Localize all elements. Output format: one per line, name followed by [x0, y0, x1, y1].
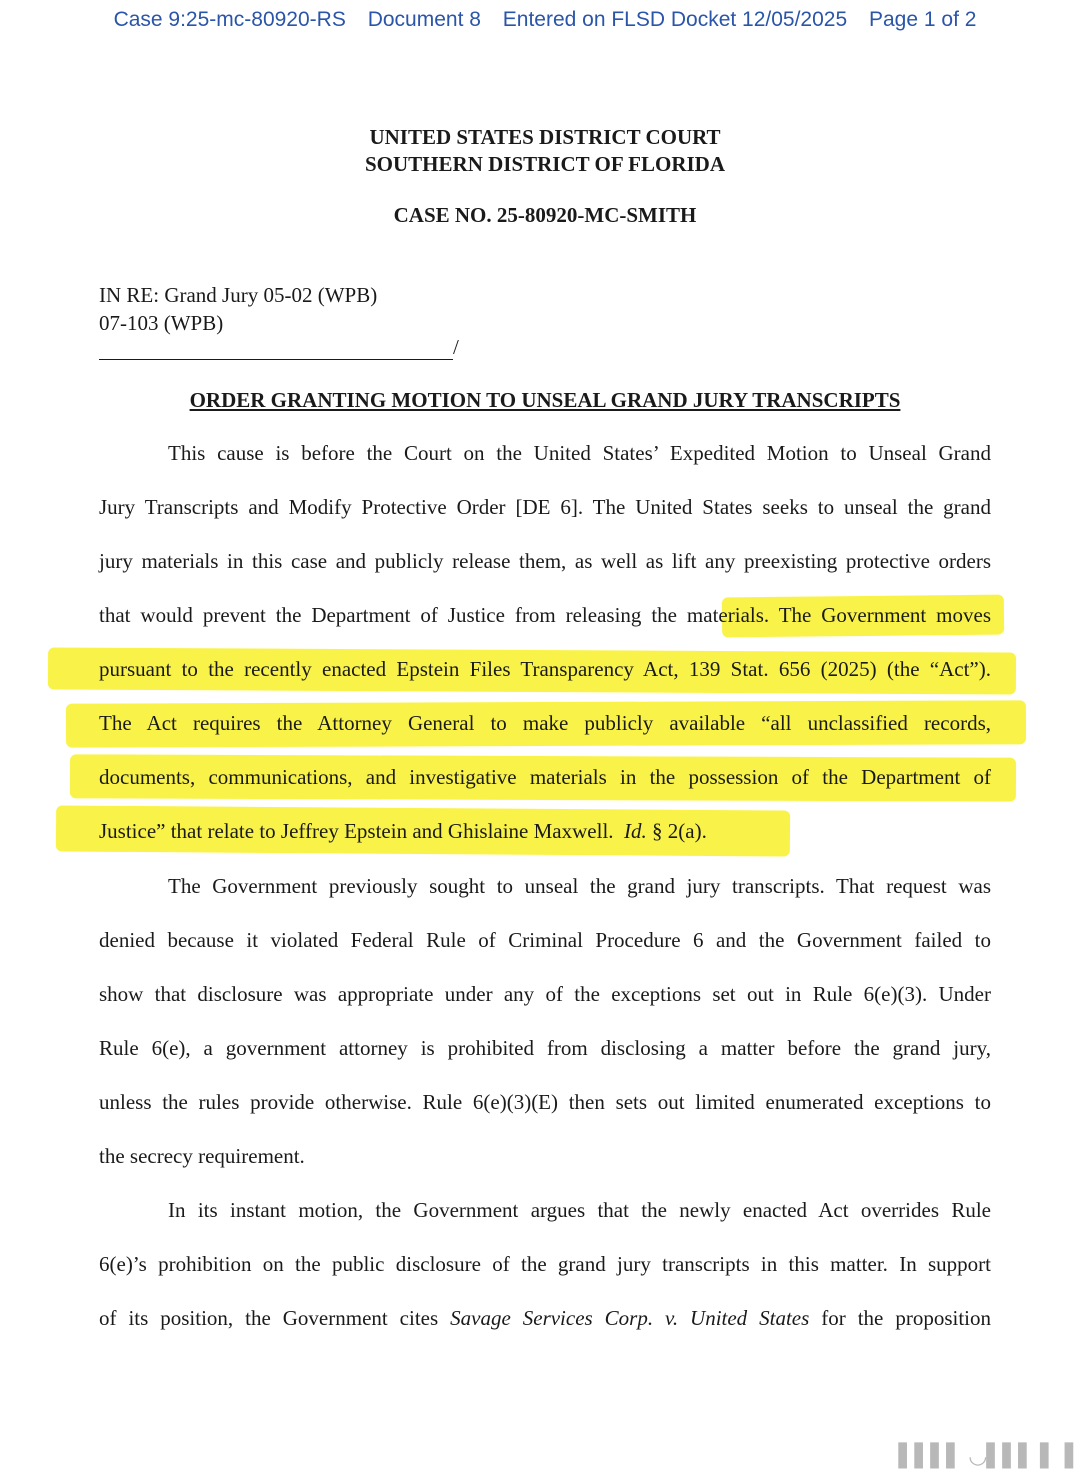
header-case: Case 9:25-mc-80920-RS: [113, 8, 346, 31]
court-line-2: SOUTHERN DISTRICT OF FLORIDA: [365, 152, 725, 176]
citation-id: Id.: [624, 819, 647, 843]
p1-last-text: Justice” that relate to Jeffrey Epstein and Ghislaine Maxwell.: [99, 819, 614, 843]
watermark-graphic: ▌▌▌▌ ◡▌▌▌ ▌▐: [898, 1444, 1072, 1469]
in-re-caption: [99, 281, 377, 337]
body-line: that would prevent the Department of Justice from releasing the materials. The Government moves: [99, 603, 991, 627]
body-line: Rule 6(e), a government attorney is prohibited from disclosing a matter before the grand jury,: [99, 1036, 991, 1060]
header-entered: Entered on FLSD Docket 12/05/2025: [502, 8, 848, 31]
body-line: unless the rules provide otherwise. Rule 6(e)(3)(E) then sets out limited enumerated exceptions to: [99, 1090, 991, 1114]
caption-rule: [99, 335, 459, 360]
court-line-1: UNITED STATES DISTRICT COURT: [369, 125, 721, 149]
caption-underline: [99, 337, 453, 360]
in-re-line-1: IN RE: Grand Jury 05-02 (WPB): [99, 283, 378, 307]
highlighted-line: documents, communications, and investigative materials in the possession of the Department of: [99, 765, 991, 789]
case-citation: Savage Services Corp. v. United States: [450, 1306, 810, 1330]
body-line: This cause is before the Court on the United States’ Expedited Motion to Unseal Grand: [168, 441, 991, 465]
highlighted-line-last: [99, 816, 991, 846]
body-line: denied because it violated Federal Rule of Criminal Procedure 6 and the Government failed to: [99, 928, 991, 952]
body-line: Jury Transcripts and Modify Protective Order [DE 6]. The United States seeks to unseal the grand: [99, 495, 991, 519]
docket-header: [0, 8, 1090, 32]
p3-last-before: of its position, the Government cites: [99, 1306, 439, 1330]
caption-slash: /: [453, 335, 459, 359]
order-title: ORDER GRANTING MOTION TO UNSEAL GRAND JURY TRANSCRIPTS: [189, 388, 901, 412]
p3-last-after: for the proposition: [821, 1306, 992, 1330]
body-line: the secrecy requirement.: [99, 1144, 305, 1168]
body-line: jury materials in this case and publicly release them, as well as lift any preexisting protective orders: [99, 549, 991, 573]
body-line: [99, 1303, 991, 1333]
body-line: show that disclosure was appropriate under any of the exceptions set out in Rule 6(e)(3). Under: [99, 982, 991, 1006]
body-line: 6(e)’s prohibition on the public disclosure of the grand jury transcripts in this matter. In support: [99, 1252, 991, 1276]
body-line: In its instant motion, the Government argues that the newly enacted Act overrides Rule: [168, 1198, 991, 1222]
court-name: [0, 124, 1090, 178]
header-page: Page 1 of 2: [869, 8, 977, 31]
header-document: Document 8: [367, 8, 481, 31]
in-re-line-2: 07-103 (WPB): [99, 311, 224, 335]
citation-section: § 2(a).: [652, 819, 707, 843]
highlighted-line: pursuant to the recently enacted Epstein Files Transparency Act, 139 Stat. 656 (2025) (the “Act”).: [99, 657, 991, 681]
body-line: The Government previously sought to unseal the grand jury transcripts. That request was: [168, 874, 991, 898]
highlighted-line: The Act requires the Attorney General to make publicly available “all unclassified records,: [99, 711, 991, 735]
case-number: CASE NO. 25-80920-MC-SMITH: [393, 203, 697, 227]
